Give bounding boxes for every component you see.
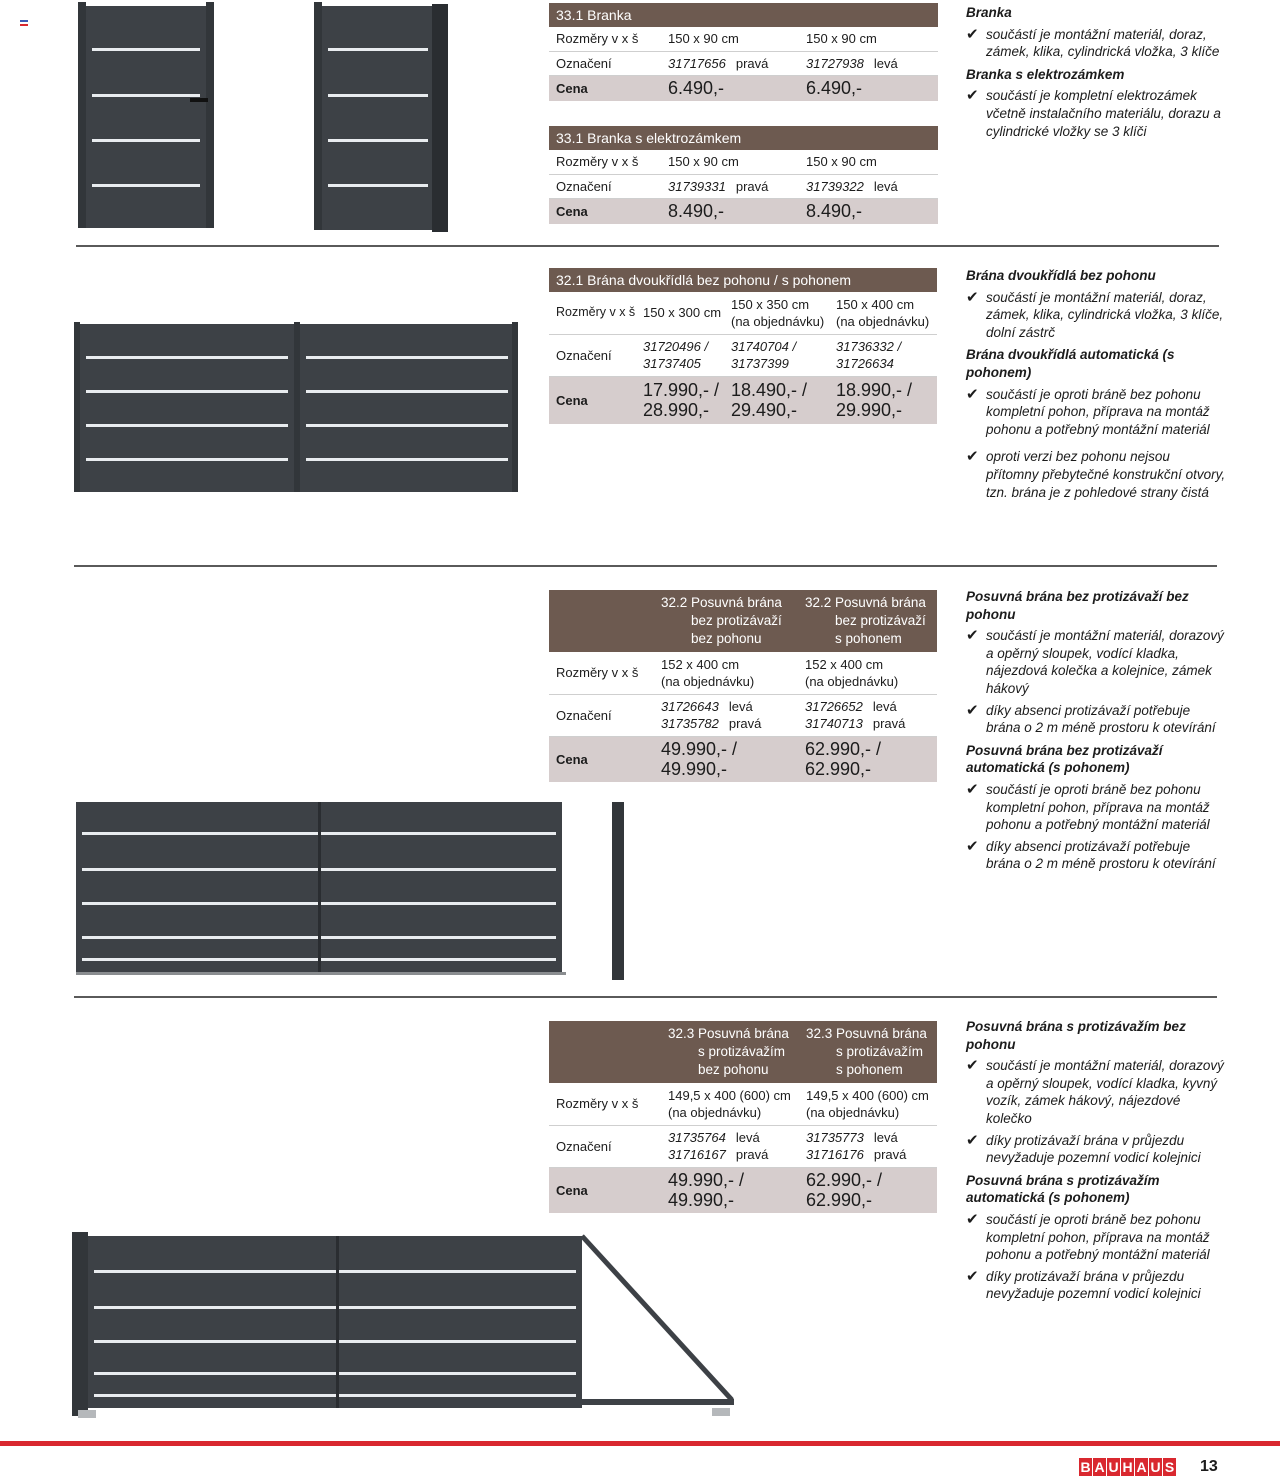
table-posuvna-bez-protizavazi bbox=[549, 590, 937, 782]
dims-value: 150 x 400 cm bbox=[836, 296, 915, 312]
side-label: levá bbox=[873, 55, 898, 71]
dims-value: 150 x 90 cm bbox=[668, 154, 739, 170]
desc-heading: Brána dvoukřídlá automatická (s pohonem) bbox=[966, 347, 1175, 380]
head-line: s pohonem bbox=[835, 631, 902, 646]
price-value: 17.990,- / bbox=[643, 380, 720, 401]
side-label: levá bbox=[728, 699, 753, 714]
dims-value: 150 x 90 cm bbox=[806, 154, 877, 170]
side-label: levá bbox=[735, 1130, 760, 1145]
dims-label: Rozměry v x š bbox=[556, 31, 639, 47]
code-label: Označení bbox=[556, 178, 612, 194]
check-icon: ✔ bbox=[966, 385, 979, 403]
desc-heading: Branka s elektrozámkem bbox=[966, 66, 1125, 82]
logo-letter: B bbox=[1080, 1459, 1091, 1475]
dims-label: Rozměry v x š bbox=[556, 154, 639, 170]
head-line: 32.3 Posuvná brána bbox=[668, 1026, 789, 1041]
price-value: 62.990,- / bbox=[806, 1170, 883, 1191]
dims-value: 149,5 x 400 (600) cm bbox=[806, 1087, 929, 1103]
gate-image-posuvna-bez-protizavazi bbox=[76, 800, 632, 980]
price-value: 49.990,- / bbox=[668, 1170, 745, 1191]
dims-value: 150 x 90 cm bbox=[806, 31, 877, 47]
head-line: bez protizávaží bbox=[691, 613, 782, 628]
description-branka bbox=[966, 4, 1226, 140]
desc-bullet: díky absenci protizávaží potřebuje brána o 2 m méně prostoru k otevírání bbox=[986, 702, 1216, 736]
dims-value: 150 x 350 cm bbox=[731, 296, 810, 312]
dims-label: Rozměry v x š bbox=[556, 1096, 639, 1112]
bauhaus-logo bbox=[1079, 1458, 1176, 1476]
gate-image-dvoukridla bbox=[74, 322, 520, 494]
table-title: 33.1 Branka s elektrozámkem bbox=[549, 126, 938, 150]
logo-letter: U bbox=[1150, 1459, 1161, 1475]
check-icon: ✔ bbox=[966, 448, 979, 466]
table-branka bbox=[549, 3, 938, 101]
side-label: pravá bbox=[872, 716, 906, 731]
dims-label: Rozměry v x š bbox=[556, 305, 636, 320]
product-code: 31726634 bbox=[836, 356, 894, 371]
logo-letter: S bbox=[1164, 1459, 1175, 1475]
product-code: 31736332 / bbox=[836, 339, 902, 354]
price-value: 18.490,- / bbox=[731, 380, 808, 401]
product-code: 31739331 bbox=[668, 178, 726, 194]
desc-heading: Brána dvoukřídlá bez pohonu bbox=[966, 268, 1156, 283]
check-icon: ✔ bbox=[966, 837, 979, 855]
side-label: levá bbox=[872, 699, 897, 714]
price-value: 8.490,- bbox=[799, 198, 938, 224]
price-value: 49.990,- bbox=[668, 1190, 735, 1211]
description-posuvna-s-protizavazim bbox=[966, 1018, 1228, 1303]
price-value: 6.490,- bbox=[799, 75, 938, 101]
desc-bullet: oproti verzi bez pohonu nejsou přítomny přebytečné konstrukční otvory, tzn. brána je z pohledové strany čistá bbox=[986, 449, 1226, 500]
desc-bullet: díky protizávaží brána v průjezdu nevyžaduje pozemní vodicí kolejnici bbox=[986, 1268, 1201, 1302]
table-brana-dvoukridla bbox=[549, 268, 937, 424]
check-icon: ✔ bbox=[966, 701, 979, 719]
desc-heading: Posuvná brána s protizávažím bez pohonu bbox=[966, 1019, 1186, 1052]
code-label: Označení bbox=[556, 347, 612, 363]
desc-bullet: součástí je oproti bráně bez pohonu kompletní pohon, příprava na montáž pohonu a potřebný montážní materiál bbox=[986, 781, 1210, 833]
dims-label: Rozměry v x š bbox=[556, 665, 639, 681]
desc-bullet: součástí je kompletní elektrozámek včetně instalačního materiálu, dorazu a cylindrické vložky se 3 klíči bbox=[986, 88, 1221, 139]
head-line: 32.3 Posuvná brána bbox=[806, 1026, 927, 1041]
order-note: (na objednávku) bbox=[668, 1104, 762, 1120]
side-label: levá bbox=[873, 1130, 898, 1145]
order-note: (na objednávku) bbox=[731, 313, 825, 329]
product-code: 31716167 bbox=[668, 1147, 726, 1162]
price-value: 29.990,- bbox=[836, 400, 903, 421]
logo-letter: H bbox=[1122, 1459, 1133, 1475]
table-branka-elektrozamek bbox=[549, 126, 938, 224]
head-line: s pohonem bbox=[836, 1062, 903, 1077]
product-code: 31726652 bbox=[805, 699, 863, 714]
code-label: Označení bbox=[556, 707, 612, 723]
price-label: Cena bbox=[549, 736, 654, 782]
dims-value: 152 x 400 cm bbox=[661, 656, 740, 672]
code-label: Označení bbox=[556, 55, 612, 71]
desc-heading: Posuvná brána bez protizávaží bez pohonu bbox=[966, 589, 1189, 622]
desc-bullet: součástí je montážní materiál, doraz, zámek, klika, cylindrická vložka, 3 klíče bbox=[986, 26, 1220, 60]
gate-image-posuvna-s-protizavazim bbox=[72, 1232, 738, 1420]
desc-bullet: díky absenci protizávaží potřebuje brána o 2 m méně prostoru k otevírání bbox=[986, 838, 1216, 872]
product-code: 31726643 bbox=[661, 699, 719, 714]
product-code: 31740704 / bbox=[731, 339, 797, 354]
side-label: pravá bbox=[735, 178, 769, 194]
dims-value: 150 x 90 cm bbox=[668, 31, 739, 47]
table-title: 33.1 Branka bbox=[549, 3, 938, 27]
price-label: Cena bbox=[549, 198, 661, 224]
order-note: (na objednávku) bbox=[661, 673, 755, 689]
check-icon: ✔ bbox=[966, 1057, 979, 1075]
side-label: levá bbox=[873, 178, 898, 194]
check-icon: ✔ bbox=[966, 87, 979, 105]
price-value: 62.990,- bbox=[806, 1190, 873, 1211]
logo-letter: U bbox=[1108, 1459, 1119, 1475]
product-code: 31737405 bbox=[643, 356, 701, 371]
product-code: 31716176 bbox=[806, 1147, 864, 1162]
product-code: 31727938 bbox=[806, 55, 864, 71]
check-icon: ✔ bbox=[966, 1131, 979, 1149]
price-value: 18.990,- / bbox=[836, 380, 913, 401]
price-value: 49.990,- bbox=[661, 759, 728, 780]
head-line: bez protizávaží bbox=[835, 613, 926, 628]
head-line: s protizávažím bbox=[836, 1044, 924, 1059]
desc-bullet: součástí je montážní materiál, dorazový a opěrný sloupek, vodící kladka, nájezdová kolečka a kolejnice, zámek hákový bbox=[986, 628, 1224, 696]
product-code: 31737399 bbox=[731, 356, 789, 371]
desc-heading: Posuvná brána s protizávažím automatická (s pohonem) bbox=[966, 1172, 1160, 1206]
price-value: 6.490,- bbox=[661, 75, 799, 101]
head-line: s protizávažím bbox=[698, 1044, 786, 1059]
head-line: bez pohonu bbox=[698, 1062, 769, 1077]
dims-value: 152 x 400 cm bbox=[805, 656, 884, 672]
order-note: (na objednávku) bbox=[836, 313, 930, 329]
product-code: 31735764 bbox=[668, 1130, 726, 1145]
flag-mark bbox=[20, 20, 28, 26]
product-code: 31740713 bbox=[805, 716, 863, 731]
logo-letter: A bbox=[1136, 1459, 1147, 1475]
check-icon: ✔ bbox=[966, 627, 979, 645]
desc-bullet: součástí je oproti bráně bez pohonu kompletní pohon, příprava na montáž pohonu a potřebný montážní materiál bbox=[986, 1211, 1210, 1263]
price-label: Cena bbox=[549, 1167, 661, 1213]
head-line: bez pohonu bbox=[691, 631, 762, 646]
product-code: 31739322 bbox=[806, 178, 864, 194]
order-note: (na objednávku) bbox=[806, 1104, 900, 1120]
desc-bullet: součástí je montážní materiál, dorazový a opěrný sloupek, vodící kladka, kyvný vozík, zámek hákový, nájezdové kolečko bbox=[986, 1058, 1224, 1126]
counterweight-frame bbox=[578, 1232, 738, 1412]
price-label: Cena bbox=[549, 376, 636, 424]
check-icon: ✔ bbox=[966, 780, 979, 798]
code-label: Označení bbox=[556, 1138, 612, 1154]
check-icon: ✔ bbox=[966, 1210, 979, 1228]
gate-image-branka-2 bbox=[310, 2, 460, 234]
footer-red-line bbox=[0, 1441, 1280, 1446]
head-line: 32.2 Posuvná brána bbox=[661, 595, 782, 610]
product-code: 31735773 bbox=[806, 1130, 864, 1145]
price-value: 8.490,- bbox=[661, 198, 799, 224]
section-divider bbox=[76, 245, 1219, 247]
side-label: pravá bbox=[735, 1147, 769, 1162]
head-line: 32.2 Posuvná brána bbox=[805, 595, 926, 610]
check-icon: ✔ bbox=[966, 25, 979, 43]
price-value: 62.990,- bbox=[805, 759, 872, 780]
product-code: 31717656 bbox=[668, 55, 726, 71]
price-value: 62.990,- / bbox=[805, 739, 882, 760]
price-value: 28.990,- bbox=[643, 400, 710, 421]
desc-bullet: díky protizávaží brána v průjezdu nevyžaduje pozemní vodicí kolejnici bbox=[986, 1132, 1201, 1166]
side-label: pravá bbox=[873, 1147, 907, 1162]
table-posuvna-s-protizavazim bbox=[549, 1021, 937, 1213]
side-label: pravá bbox=[735, 55, 769, 71]
desc-heading: Posuvná brána bez protizávaží automatická (s pohonem) bbox=[966, 742, 1163, 776]
logo-letter: A bbox=[1094, 1459, 1105, 1475]
dims-value: 149,5 x 400 (600) cm bbox=[668, 1087, 791, 1103]
section-divider bbox=[74, 996, 1217, 998]
dims-value: 150 x 300 cm bbox=[643, 305, 722, 321]
product-code: 31735782 bbox=[661, 716, 719, 731]
price-value: 29.490,- bbox=[731, 400, 798, 421]
product-code: 31720496 / bbox=[643, 339, 709, 354]
price-label: Cena bbox=[549, 75, 661, 101]
gate-image-branka-1 bbox=[72, 2, 218, 228]
description-posuvna-bez-protizavazi bbox=[966, 588, 1226, 873]
check-icon: ✔ bbox=[966, 1267, 979, 1285]
table-title: 32.1 Brána dvoukřídlá bez pohonu / s pohonem bbox=[549, 268, 937, 292]
page-number: 13 bbox=[1200, 1458, 1218, 1475]
desc-bullet: součástí je oproti bráně bez pohonu kompletní pohon, příprava na montáž pohonu a potřebný montážní materiál bbox=[986, 386, 1210, 437]
desc-heading: Branka bbox=[966, 5, 1012, 20]
price-value: 49.990,- / bbox=[661, 739, 738, 760]
side-label: pravá bbox=[728, 716, 762, 731]
desc-bullet: součástí je montážní materiál, doraz, zámek, klika, cylindrická vložka, 3 klíče, dolní zástrč bbox=[986, 289, 1224, 340]
description-brana-dvoukridla bbox=[966, 267, 1226, 501]
section-divider bbox=[74, 565, 1217, 567]
check-icon: ✔ bbox=[966, 288, 979, 306]
order-note: (na objednávku) bbox=[805, 673, 899, 689]
